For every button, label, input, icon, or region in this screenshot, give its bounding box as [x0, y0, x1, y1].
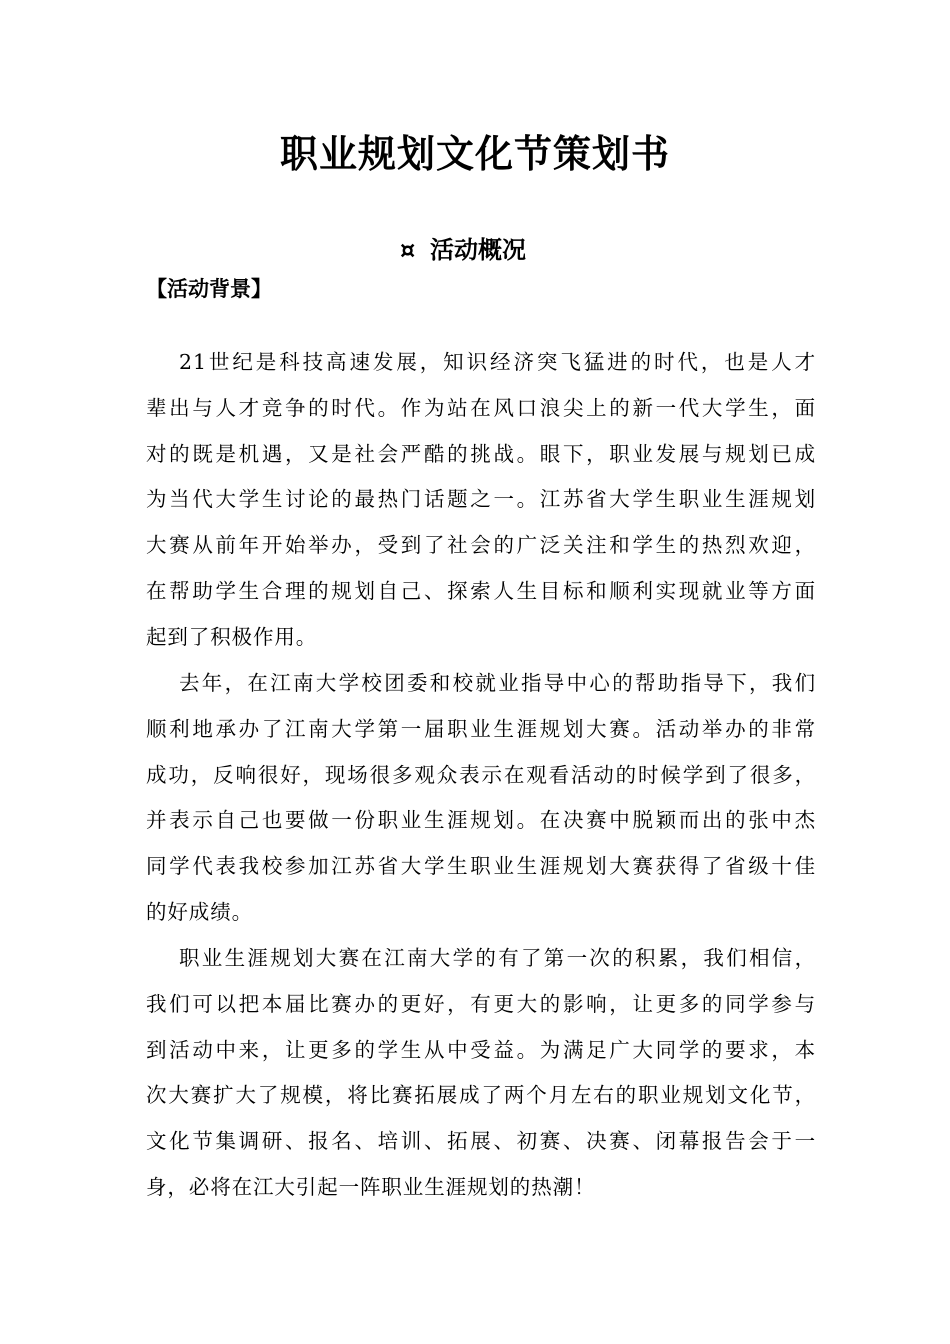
section-heading-text: 活动概况 [430, 236, 526, 264]
paragraph-line: 身，必将在江大引起一阵职业生涯规划的热潮！ [146, 1174, 596, 1199]
paragraph-line: 对的既是机遇，又是社会严酷的挑战。眼下，职业发展与规划已成 [146, 441, 816, 466]
currency-bullet-icon: ¤ [400, 236, 416, 264]
paragraph-line: 辈出与人才竞争的时代。作为站在风口浪尖上的新一代大学生，面 [146, 395, 816, 420]
paragraph-3 [146, 936, 816, 1211]
paragraph-line: 大赛从前年开始举办，受到了社会的广泛关注和学生的热烈欢迎， [146, 533, 816, 558]
paragraph-line: 并表示自己也要做一份职业生涯规划。在决赛中脱颖而出的张中杰 [146, 808, 816, 833]
paragraph-line: 在帮助学生合理的规划自己、探索人生目标和顺利实现就业等方面 [146, 578, 816, 603]
paragraph-line: 成功，反响很好，现场很多观众表示在观看活动的时候学到了很多， [146, 762, 816, 787]
paragraph-line: 职业生涯规划大赛在江南大学的有了第一次的积累，我们相信， [179, 946, 816, 970]
document-title: 职业规划文化节策划书 [279, 132, 670, 176]
paragraph-line: 起到了积极作用。 [146, 624, 318, 649]
paragraph-1 [146, 340, 816, 661]
paragraph-line: 的好成绩。 [146, 899, 253, 924]
subsection-heading: 【活动背景】 [146, 277, 272, 301]
paragraph-line: 我们可以把本届比赛办的更好，有更大的影响，让更多的同学参与 [146, 991, 816, 1016]
paragraph-line: 顺利地承办了江南大学第一届职业生涯规划大赛。活动举办的非常 [146, 716, 816, 741]
section-heading [400, 230, 700, 270]
paragraph-line: 到活动中来，让更多的学生从中受益。为满足广大同学的要求，本 [146, 1037, 816, 1062]
paragraph-line: 去年，在江南大学校团委和校就业指导中心的帮助指导下，我们 [179, 671, 816, 695]
paragraph-2 [146, 661, 816, 936]
paragraph-line: 21世纪是科技高速发展，知识经济突飞猛进的时代，也是人才 [179, 350, 816, 374]
paragraph-line: 为当代大学生讨论的最热门话题之一。江苏省大学生职业生涯规划 [146, 487, 816, 512]
paragraph-line: 同学代表我校参加江苏省大学生职业生涯规划大赛获得了省级十佳 [146, 854, 816, 879]
paragraph-line: 次大赛扩大了规模，将比赛拓展成了两个月左右的职业规划文化节， [146, 1083, 816, 1108]
paragraph-line: 文化节集调研、报名、培训、拓展、初赛、决赛、闭幕报告会于一 [146, 1129, 816, 1154]
